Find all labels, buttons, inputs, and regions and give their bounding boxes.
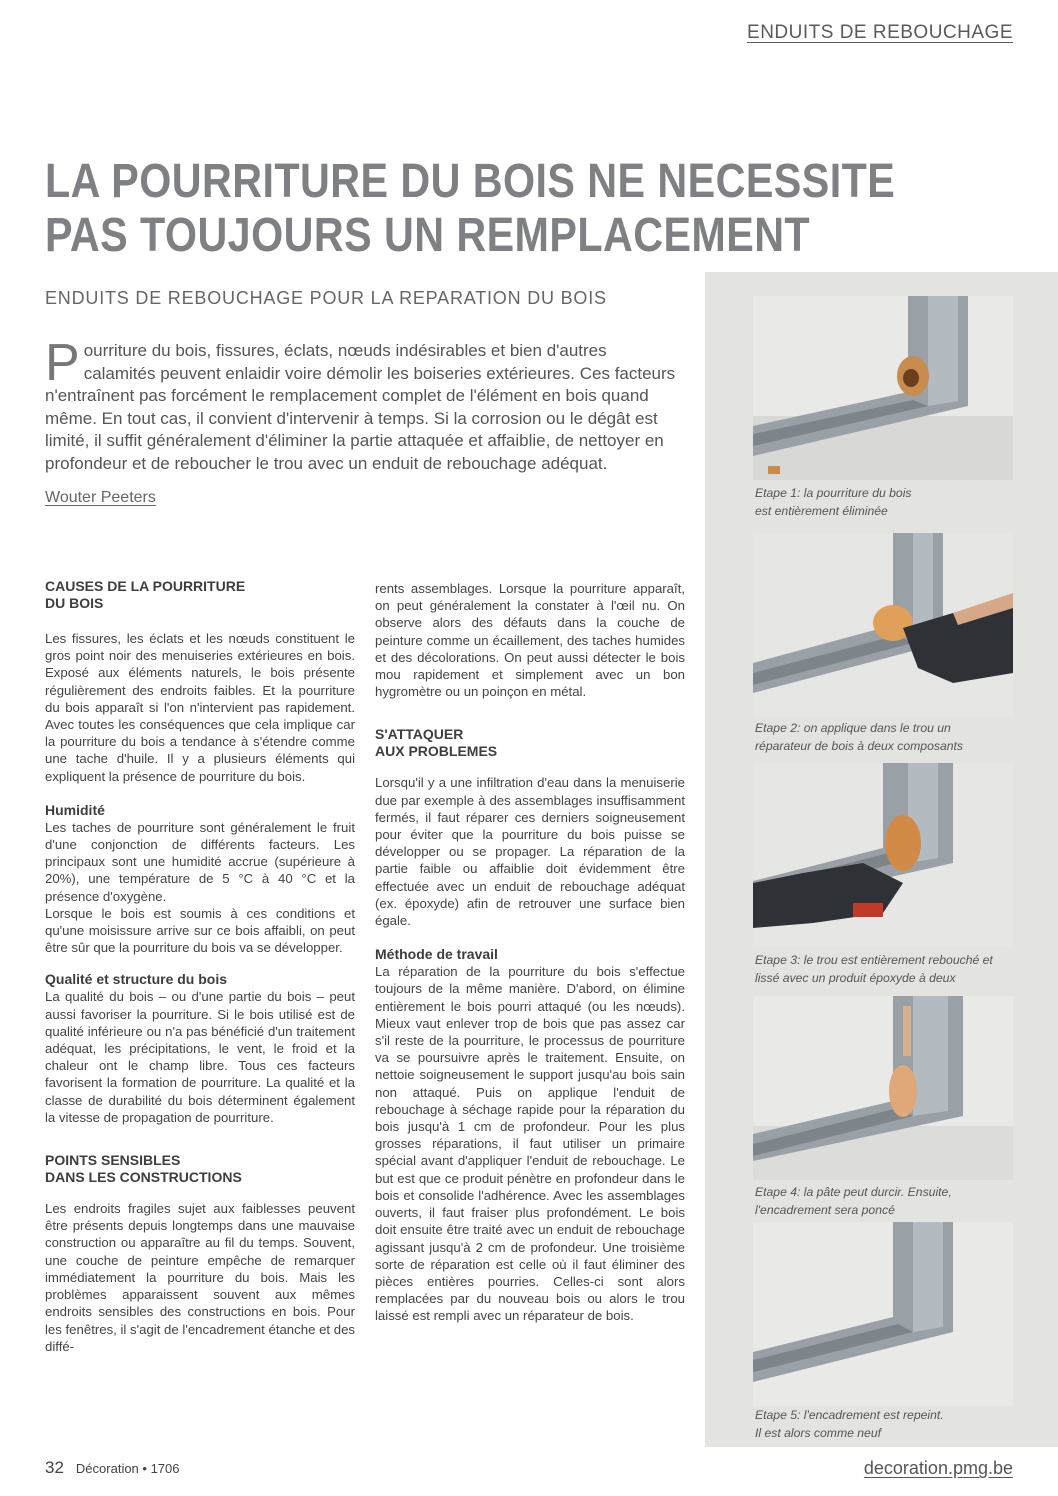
heading-causes-line-1: CAUSES DE LA POURRITURE [45, 578, 246, 594]
step-5-photo [753, 1222, 1013, 1406]
intro-text: ourriture du bois, fissures, éclats, nœuds indésirables et bien d'autres calamités peuvent enlaidir voire démolir les boiseries extérieures. Ces facteurs n'entraînent pas forcément le remplacement complet de l'élément en bois quand même. En tout cas, il convient d'intervenir à temps. Si la corrosion ou le dégât est limité, il suffit généralement d'éliminer la partie attaquée et affaiblie, de nettoyer en profondeur et de reboucher le trou avec un enduit de rebouchage adéquat. [45, 341, 676, 473]
body-column-1 [45, 578, 355, 1355]
heading-points-line-1: POINTS SENSIBLES [45, 1152, 181, 1169]
heading-attaquer-line-2: AUX PROBLEMES [375, 743, 498, 760]
article-subtitle: ENDUITS DE REBOUCHAGE POUR LA REPARATION DU BOIS [45, 288, 607, 308]
step-1-caption [755, 485, 1015, 520]
step-2-photo [753, 533, 1013, 717]
step-2-caption-line-2: réparateur de bois à deux composants [755, 738, 963, 753]
step-1-caption-line-1: Etape 1: la pourriture du bois [755, 486, 912, 500]
heading-points-line-2: DANS LES CONSTRUCTIONS [45, 1169, 242, 1186]
paragraph-humidite: Les taches de pourriture sont généralement le fruit d'une conjonction de différents facteurs. Les principaux sont une humidité accrue (supérieure à 20%), une température de 5 °C à 40 °C et la présence d'oxygène. [45, 819, 355, 904]
paragraph-humidite-2: Lorsque le bois est soumis à ces conditions et qu'une moisissure arrive sur ce bois affaibli, on peut être sûr que la pourriture du bois va se développer. [45, 905, 355, 956]
heading-causes-line-2: DU BOIS [45, 595, 104, 611]
heading-qualite: Qualité et structure du bois [45, 971, 228, 988]
step-4-caption-line-1: Etape 4: la pâte peut durcir. Ensuite, [755, 1185, 952, 1199]
heading-humidite: Humidité [45, 801, 105, 818]
intro-dropcap: P [45, 334, 80, 392]
heading-causes [45, 578, 355, 612]
heading-attaquer [375, 726, 685, 760]
step-4-caption [755, 1184, 1015, 1219]
magazine-issue: Décoration • 1706 [75, 1461, 180, 1476]
article-title-line-2: PAS TOUJOURS UN REMPLACEMENT [45, 209, 811, 262]
step-4-caption-line-2: l'encadrement sera poncé [755, 1202, 895, 1217]
website-link[interactable]: decoration.pmg.be [863, 1458, 1013, 1478]
heading-methode: Méthode de travail [375, 946, 498, 963]
article-intro [45, 334, 681, 476]
body-column-2 [375, 580, 685, 1325]
step-2-caption [755, 720, 1015, 755]
step-2-caption-line-1: Etape 2: on applique dans le trou un [755, 721, 951, 735]
step-5-caption-line-1: Etape 5: l'encadrement est repeint. [755, 1408, 944, 1422]
footer-left [45, 1458, 179, 1478]
heading-attaquer-line-1: S'ATTAQUER [375, 726, 464, 743]
heading-points-sensibles [45, 1152, 355, 1186]
author-byline[interactable]: Wouter Peeters [45, 489, 156, 506]
step-4-photo [753, 996, 1013, 1180]
paragraph-points: Les endroits fragiles sujet aux faiblesses peuvent être présents depuis longtemps dans une mauvaise construction ou apparaître au fil du temps. Souvent, une couche de peinture empêche de remarquer immédiatement la pourriture du bois. Mais les problèmes apparaissent souvent aux mêmes endroits sensibles des constructions en bois. Pour les fenêtres, il s'agit de l'encadrement étanche et des diffé- [45, 1201, 355, 1354]
section-tag: ENDUITS DE REBOUCHAGE [747, 22, 1013, 43]
step-5-caption [755, 1407, 1015, 1442]
article-title-line-1: LA POURRITURE DU BOIS NE NECESSITE [45, 155, 896, 208]
article-title [45, 155, 896, 263]
paragraph-col2-continued: rents assemblages. Lorsque la pourriture apparaît, on peut généralement la constater à l'œil nu. On observe alors des défauts dans la couche de peinture comme un écaillement, des taches humides et des décolorations. On peut aussi détecter le bois mou rapidement et simplement avec un bon hygromètre ou un poinçon en métal. [375, 581, 685, 700]
page-number: 32 [45, 1458, 64, 1477]
paragraph-methode: La réparation de la pourriture du bois s'effectue toujours de la même manière. D'abord, on élimine entièrement le bois pourri attaqué (ou les nœuds). Mieux vaut enlever trop de bois que pas assez car s'il reste de la pourriture, le processus de pourriture va se poursuivre après le traitement. Ensuite, on nettoie soigneusement le support jusqu'au bois sain non attaqué. Puis on applique l'enduit de rebouchage à séchage rapide pour la réparation du bois jusqu'à 1 cm de profondeur. Pour les plus grosses réparations, il faut utiliser un primaire spécial avant d'appliquer l'enduit de rebouchage. Le but est que ce produit pénètre en profondeur dans le bois et consolide l'adhérence. Avec les assemblages ouverts, il faut fraiser plus profondément. Le bois doit ensuite être traité avec un enduit de rebouchage agissant jusqu'à 2 cm de profondeur. Une troisième sorte de réparation est celle où il faut éliminer des pièces entières pourries. Celles-ci sont alors remplacées par du nouveau bois ou alors le trou laissé est rempli avec un réparateur de bois. [375, 964, 685, 1324]
paragraph-causes: Les fissures, les éclats et les nœuds constituent le gros point noir des menuiseries extérieures en bois. Exposé aux éléments naturels, le bois présente régulièrement des endroits faibles. Et la pourriture du bois apparaît si l'on n'intervient pas rapidement. Avec toutes les conséquences que cela implique car la pourriture du bois a tendance à s'étendre comme une tache d'huile. Il y a plusieurs éléments qui expliquent la présence de pourriture du bois. [45, 631, 355, 784]
step-3-caption [755, 952, 1015, 987]
step-3-caption-line-2: lissé avec un produit époxyde à deux [755, 970, 956, 985]
step-3-caption-line-1: Etape 3: le trou est entièrement rebouché et [755, 953, 993, 967]
step-5-caption-line-2: Il est alors comme neuf [755, 1425, 881, 1440]
step-1-photo [753, 296, 1013, 480]
step-3-photo [753, 763, 1013, 947]
paragraph-attaquer: Lorsqu'il y a une infiltration d'eau dans la menuiserie due par exemple à des assemblages insuffisamment fermés, il faut réparer ces derniers soigneusement pour éviter que la pourriture du bois puisse se développer ou se propager. La réparation de la partie faible ou affaiblie doit évidemment être effectuée avec un enduit de rebouchage adéquat (ex. époxyde) afin de retrouver une surface bien égale. [375, 775, 685, 929]
step-1-caption-line-2: est entièrement éliminée [755, 503, 888, 518]
paragraph-qualite: La qualité du bois – ou d'une partie du bois – peut aussi favoriser la pourriture. Si le bois utilisé est de qualité inférieure ou n'a pas bénéficié d'un traitement adéquat, les précipitations, le vent, le froid et la chaleur ont le champ libre. Tous ces facteurs favorisent la formation de pourriture. La qualité et la classe de durabilité du bois déterminent également la vitesse de propagation de pourriture. [45, 989, 355, 1125]
